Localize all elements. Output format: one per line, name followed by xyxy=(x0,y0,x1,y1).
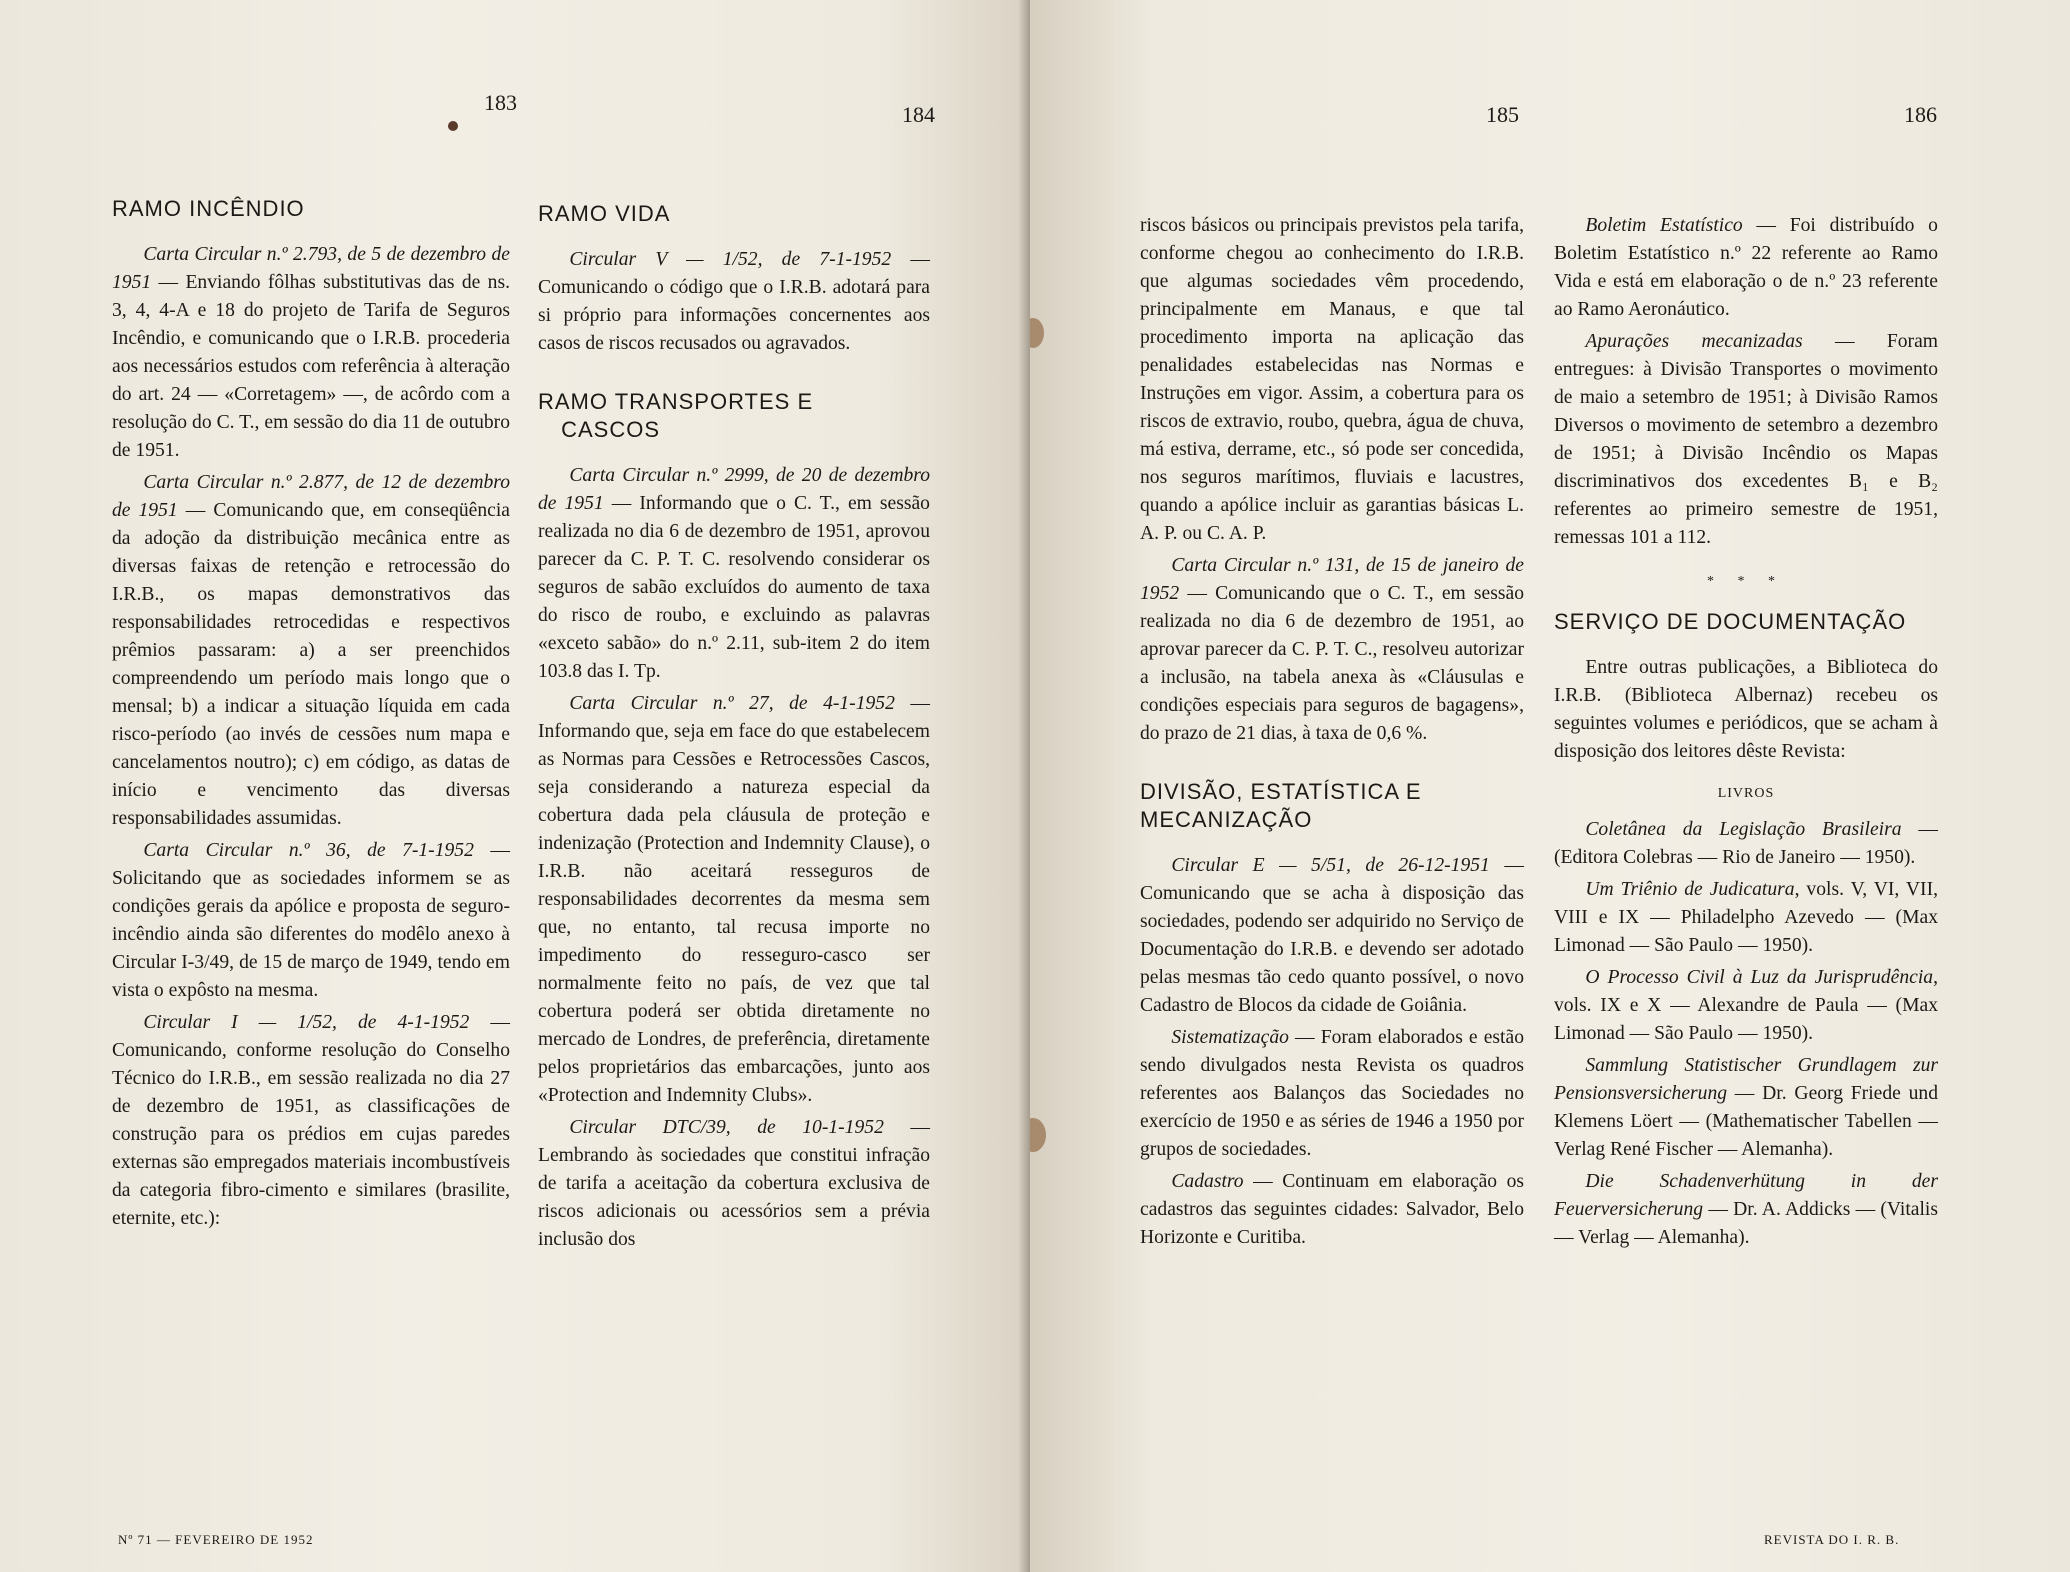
article-text: — Comunicando o código que o I.R.B. adotará para si próprio para informações concernentes aos casos de riscos recusados ou agravados. xyxy=(538,249,930,354)
column-servico-documentacao xyxy=(1554,212,1938,1252)
subheading-livros: LIVROS xyxy=(1717,786,1775,801)
article xyxy=(538,690,930,1110)
book-details: — (Editora Colebras — Rio de Janeiro — 1950). xyxy=(1554,819,1938,868)
article xyxy=(112,837,510,1005)
article-title: Carta Circular n.º 27, de 4-1-1952 xyxy=(569,693,895,714)
article xyxy=(538,1114,930,1254)
page-number-184: 184 xyxy=(902,102,935,127)
page-number-183: 183 xyxy=(484,90,517,115)
book-entry xyxy=(1554,964,1938,1048)
book-entry xyxy=(1554,816,1938,872)
page-number-185: 185 xyxy=(1486,102,1519,127)
article-text: — Comunicando que, em conseqüência da adoção da distribuição mecânica entre as diversas faixas de retenção e retrocessão do I.R.B., os mapas demonstrativos das responsabilidades retrocedidas e respectivos prêmios passaram: a) a ser preenchidos compreendendo um período mais longo que o mensal; b) a indicar a situação líquida em cada risco-período (ao invés de cessões num mapa e cancelamentos noutro); c) em código, as datas de início e vencimento das diversas responsabilidades assumidas. xyxy=(112,500,510,829)
article-title: Carta Circular n.º 131, de 15 de janeiro de 1952 xyxy=(1140,555,1524,604)
article-title: Carta Circular n.º 36, de 7-1-1952 xyxy=(143,840,474,861)
paper-stain xyxy=(1030,1118,1046,1152)
article xyxy=(1140,852,1524,1020)
article-title: Circular E — 5/51, de 26-12-1951 xyxy=(1171,855,1490,876)
page-number-186: 186 xyxy=(1904,102,1937,127)
article-title: Circular I — 1/52, de 4-1-1952 xyxy=(143,1012,470,1033)
book-entry xyxy=(1554,1168,1938,1252)
article-title: Apurações mecanizadas xyxy=(1585,331,1803,352)
article xyxy=(1554,328,1938,552)
section-heading-ramo-incendio: RAMO INCÊNDIO xyxy=(112,196,305,221)
book-title: Um Triênio de Judicatura xyxy=(1585,879,1795,900)
article-title: Cadastro xyxy=(1171,1171,1244,1192)
ink-dot xyxy=(448,121,458,131)
paper-stain xyxy=(1030,318,1044,348)
footer-publication: REVISTA DO I. R. B. xyxy=(1764,1532,1900,1547)
intro-paragraph: Entre outras publicações, a Biblioteca do I.R.B. (Biblioteca Albernaz) recebeu os seguintes volumes e periódicos, que se acham à disposição dos leitores dêste Revista: xyxy=(1554,657,1938,762)
article-text: — Comunicando que o C. T., em sessão realizada no dia 6 de dezembro de 1951, ao aprovar parecer da C. P. T. C., resolveu autorizar a inclusão, na tabela anexa às «Cláusulas e condições especiais para seguros de bagagens», do prazo de 21 dias, à taxa de 0,6 %. xyxy=(1140,583,1524,744)
article-title: Carta Circular n.º 2.793, de 5 de dezembro de 1951 xyxy=(112,244,510,293)
book-entry xyxy=(1554,1052,1938,1164)
article-text: — Informando que, seja em face do que estabelecem as Normas para Cessões e Retrocessões Cascos, seja considerando a natureza especial da cobertura dada pela cláusula de proteção e indenização (Protection and Indemnity Clause), o I.R.B. não aceitará resseguros de responsabilidades decorrentes da mesma sem que, no entanto, tal recusa importe no impedimento do resseguro-casco ser normalmente feito no país, de vez que tal cobertura poderá ser obtida diretamente no mercado de Londres, de preferência, diretamente pelos proprietários das embarcações, junto aos «Protection and Indemnity Clubs». xyxy=(538,693,930,1106)
book-details: , vols. IX e X — Alexandre de Paula — (Max Limonad — São Paulo — 1950). xyxy=(1554,967,1938,1044)
article xyxy=(538,462,930,686)
article-title: Sistematização xyxy=(1171,1027,1289,1048)
book-title: O Processo Civil à Luz da Jurisprudência xyxy=(1585,967,1934,988)
article-title: Boletim Estatístico xyxy=(1585,215,1743,236)
section-heading-ramo-vida: RAMO VIDA xyxy=(538,201,671,226)
section-separator-stars: * * * xyxy=(1707,574,1785,589)
book-entry xyxy=(1554,876,1938,960)
article-text: — Comunicando que se acha à disposição das sociedades, podendo ser adquirido no Serviço de Documentação do I.R.B. e devendo ser adotado pelas mesmas tão cedo quanto possível, o novo Cadastro de Blocos da cidade de Goiânia. xyxy=(1140,855,1524,1016)
article-text: — Informando que o C. T., em sessão realizada no dia 6 de dezembro de 1951, aprovou parecer da C. P. T. C. resolvendo considerar os seguros de sabão excluídos do aumento de taxa do risco de roubo, e excluindo as palavras «exceto sabão» do n.º 2.11, sub-item 2 do item 103.8 das I. Tp. xyxy=(538,493,930,682)
book-title: Sammlung Statistischer Grundlagem zur Pensionsversicherung xyxy=(1554,1055,1938,1104)
article-text: — Foi distribuído o Boletim Estatístico n.º 22 referente ao Ramo Vida e está em elaboração o de n.º 23 referente ao Ramo Aeronáutico. xyxy=(1554,215,1938,320)
article xyxy=(112,1009,510,1233)
article xyxy=(112,469,510,833)
article xyxy=(538,246,930,358)
article-title: Circular V — 1/52, de 7-1-1952 xyxy=(569,249,892,270)
article xyxy=(1554,212,1938,324)
left-page xyxy=(0,0,1030,1572)
article xyxy=(112,241,510,465)
article-text: — Comunicando, conforme resolução do Conselho Técnico do I.R.B., em sessão realizada no dia 27 de dezembro de 1951, as classificações de construção para os prédios em cujas paredes externas são empregados materiais incombustíveis da categoria fibro-cimento e similares (brasilite, eternite, etc.): xyxy=(112,1012,510,1229)
article xyxy=(1140,552,1524,748)
article-text: — Foram elaborados e estão sendo divulgados nesta Revista os quadros referentes aos Balanços das Sociedades no exercício de 1950 e as séries de 1946 a 1950 por grupos de sociedades. xyxy=(1140,1027,1524,1160)
column-divisao-estatistica xyxy=(1140,212,1524,1252)
book-title: Die Schadenverhütung in der Feuerversicherung xyxy=(1554,1171,1938,1220)
book-title: Coletânea da Legislação Brasileira xyxy=(1585,819,1902,840)
article xyxy=(1140,1168,1524,1252)
book-details: , vols. V, VI, VII, VIII e IX — Philadelpho Azevedo — (Max Limonad — São Paulo — 1950). xyxy=(1554,879,1939,956)
section-heading-ramo-transportes: RAMO TRANSPORTES E CASCOS xyxy=(538,389,814,442)
article-text: — Lembrando às sociedades que constitui infração de tarifa a aceitação da cobertura exclusiva de riscos adicionais ou acessórios sem a prévia inclusão dos xyxy=(538,1117,930,1250)
article xyxy=(1140,1024,1524,1164)
footer-issue: Nº 71 — FEVEREIRO DE 1952 xyxy=(118,1532,314,1547)
article-text: — Foram entregues: à Divisão Transportes o movimento de maio a setembro de 1951; à Divisão Ramos Diversos o movimento de setembro a dezembro de 1951; à Divisão Incêndio os Mapas discriminativos dos excedentes B₁ e B₂ referentes ao primeiro semestre de 1951, remessas 101 a 112. xyxy=(1554,331,1938,548)
book-details: — Dr. A. Addicks — (Vitalis — Verlag — Alemanha). xyxy=(1554,1199,1938,1248)
column-ramo-vida-transportes xyxy=(538,200,930,1254)
article-text: — Enviando fôlhas substitutivas das de ns. 3, 4, 4-A e 18 do projeto de Tarifa de Seguros Incêndio, e comunicando que o I.R.B. procederia aos necessários estudos com referência à alteração do art. 24 — «Corretagem» —, de acôrdo com a resolução do C. T., em sessão do dia 11 de outubro de 1951. xyxy=(112,272,510,461)
article-continuation: riscos básicos ou principais previstos pela tarifa, conforme chegou ao conhecimento do I.R.B. que algumas sociedades vêm procedendo, principalmente em Manaus, e que tal procedimento importa na aplicação das penalidades estabelecidas nas Normas e Instruções em vigor. Assim, a cobertura para os riscos de extravio, roubo, quebra, água de chuva, má estiva, derrame, etc., só pode ser concedida, nos seguros marítimos, fluviais e lacustres, quando a apólice incluir as garantias básicas L. A. P. ou C. A. P. xyxy=(1140,215,1524,544)
article-text: — Continuam em elaboração os cadastros das seguintes cidades: Salvador, Belo Horizonte e Curitiba. xyxy=(1140,1171,1524,1248)
article-title: Circular DTC/39, de 10-1-1952 xyxy=(569,1117,884,1138)
section-heading-divisao-estatistica: DIVISÃO, ESTATÍSTICA E MECANIZAÇÃO xyxy=(1140,779,1422,832)
column-ramo-incendio xyxy=(112,195,510,1233)
right-page xyxy=(1030,0,2070,1572)
article-title: Carta Circular n.º 2.877, de 12 de dezembro de 1951 xyxy=(112,472,510,521)
book-details: — Dr. Georg Friede und Klemens Löert — (Mathematischer Tabellen — Verlag René Fischer — Alemanha). xyxy=(1554,1083,1938,1160)
section-heading-servico-documentacao: SERVIÇO DE DOCUMENTAÇÃO xyxy=(1554,609,1907,634)
article-text: — Solicitando que as sociedades informem se as condições gerais da apólice e proposta de seguro-incêndio ainda são diferentes do modêlo anexo à Circular I-3/49, de 15 de março de 1949, tendo em vista o expôsto na mesma. xyxy=(112,840,510,1001)
article-title: Carta Circular n.º 2999, de 20 de dezembro de 1951 xyxy=(538,465,930,514)
